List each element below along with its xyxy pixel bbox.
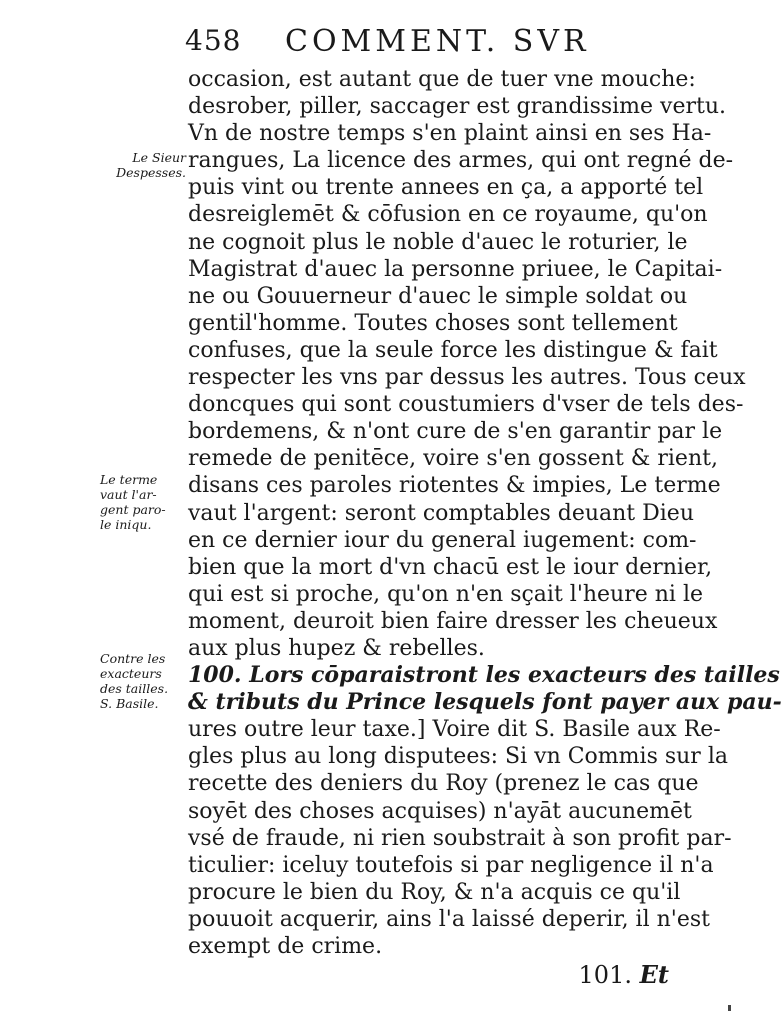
text-line: soyēt des choses acquises) n'ayāt aucunemēt	[188, 798, 692, 824]
text-line: desrober, piller, saccager est grandissime vertu.	[188, 94, 727, 120]
text-line: vsé de fraude, ni rien soubstrait à son profit par-	[188, 825, 732, 851]
marginal-note-line: exacteurs	[100, 666, 162, 681]
marginal-note	[100, 472, 188, 532]
marginal-note-line: des tailles.	[100, 681, 169, 696]
marginal-note-line: le iniqu.	[100, 517, 152, 532]
marginal-note-line: Le terme	[100, 472, 158, 487]
catchword-word: Et	[639, 960, 669, 989]
main-text-column	[188, 66, 782, 960]
text-line: ticulier: iceluy toutefois si par negligence il n'a	[188, 852, 714, 878]
marginal-note	[100, 651, 188, 711]
text-line: en ce dernier iour du general iugement: com-	[188, 527, 697, 553]
text-line: Vn de nostre temps s'en plaint ainsi en ses Ha-	[188, 121, 712, 147]
text-line: occasion, est autant que de tuer vne mouche:	[188, 67, 696, 92]
running-title: COMMENT. SVR	[285, 24, 590, 59]
marginal-note-line: vaut l'ar-	[100, 487, 157, 502]
text-line: aux plus hupez & rebelles.	[188, 635, 485, 661]
text-line: ne ou Gouuerneur d'auec le simple soldat ou	[188, 283, 688, 309]
text-line: ne cognoit plus le noble d'auec le roturier, le	[188, 229, 688, 255]
marginal-note-line: gent paro-	[100, 502, 166, 517]
text-line: confuses, que la seule force les distingue & fait	[188, 337, 718, 363]
text-line: vaut l'argent: seront comptables deuant Dieu	[188, 500, 694, 526]
text-line: Magistrat d'auec la personne priuee, le Capitai-	[188, 256, 723, 282]
text-line: disans ces paroles riotentes & impies, Le terme	[188, 473, 721, 499]
text-line: recette des deniers du Roy (prenez le cas que	[188, 771, 699, 797]
catchword	[579, 960, 669, 989]
text-line: puis vint ou trente annees en ça, a apporté tel	[188, 175, 704, 201]
marginal-note-line: Contre les	[100, 651, 166, 666]
text-line: gentil'homme. Toutes choses sont tellement	[188, 310, 678, 336]
text-line: moment, deuroit bien faire dresser les cheueux	[188, 608, 718, 634]
text-line: bien que la mort d'vn chacū est le iour dernier,	[188, 554, 713, 580]
marginal-note-line: S. Basile.	[100, 696, 159, 711]
text-line: gles plus au long disputees: Si vn Commis sur la	[188, 744, 728, 770]
text-line: respecter les vns par dessus les autres. Tous ceux	[188, 365, 746, 391]
text-line: bordemens, & n'ont cure de s'en garantir par le	[188, 419, 723, 445]
text-line: ures outre leur taxe.] Voire dit S. Basile aux Re-	[188, 717, 721, 743]
marginal-note	[90, 150, 186, 180]
text-line: pouuoit acquerir, ains l'a laissé deperir, il n'est	[188, 906, 710, 932]
text-line: desreiglemēt & cōfusion en ce royaume, qu'on	[188, 202, 708, 228]
page-header	[185, 22, 665, 62]
text-line: 100. Lors cōparaistront les exacteurs des tailles	[188, 662, 780, 689]
marginal-note-line: Le Sieur	[132, 150, 186, 165]
text-line: & tributs du Prince lesquels font payer aux pau-	[188, 689, 782, 716]
text-line: exempt de crime.	[188, 934, 383, 959]
page-number: 458	[185, 24, 242, 57]
text-line: procure le bien du Roy, & n'a acquis ce qu'il	[188, 879, 681, 905]
page-speck	[728, 1005, 731, 1011]
text-line: qui est si proche, qu'on n'en sçait l'heure ni le	[188, 581, 704, 607]
text-line: remede de penitēce, voire s'en gossent & rient,	[188, 446, 718, 472]
marginal-note-line: Despesses.	[116, 165, 186, 180]
text-line: doncques qui sont coustumiers d'vser de tels des-	[188, 392, 744, 418]
catchword-number: 101.	[578, 961, 632, 989]
text-line: rangues, La licence des armes, qui ont regné de-	[188, 148, 734, 174]
